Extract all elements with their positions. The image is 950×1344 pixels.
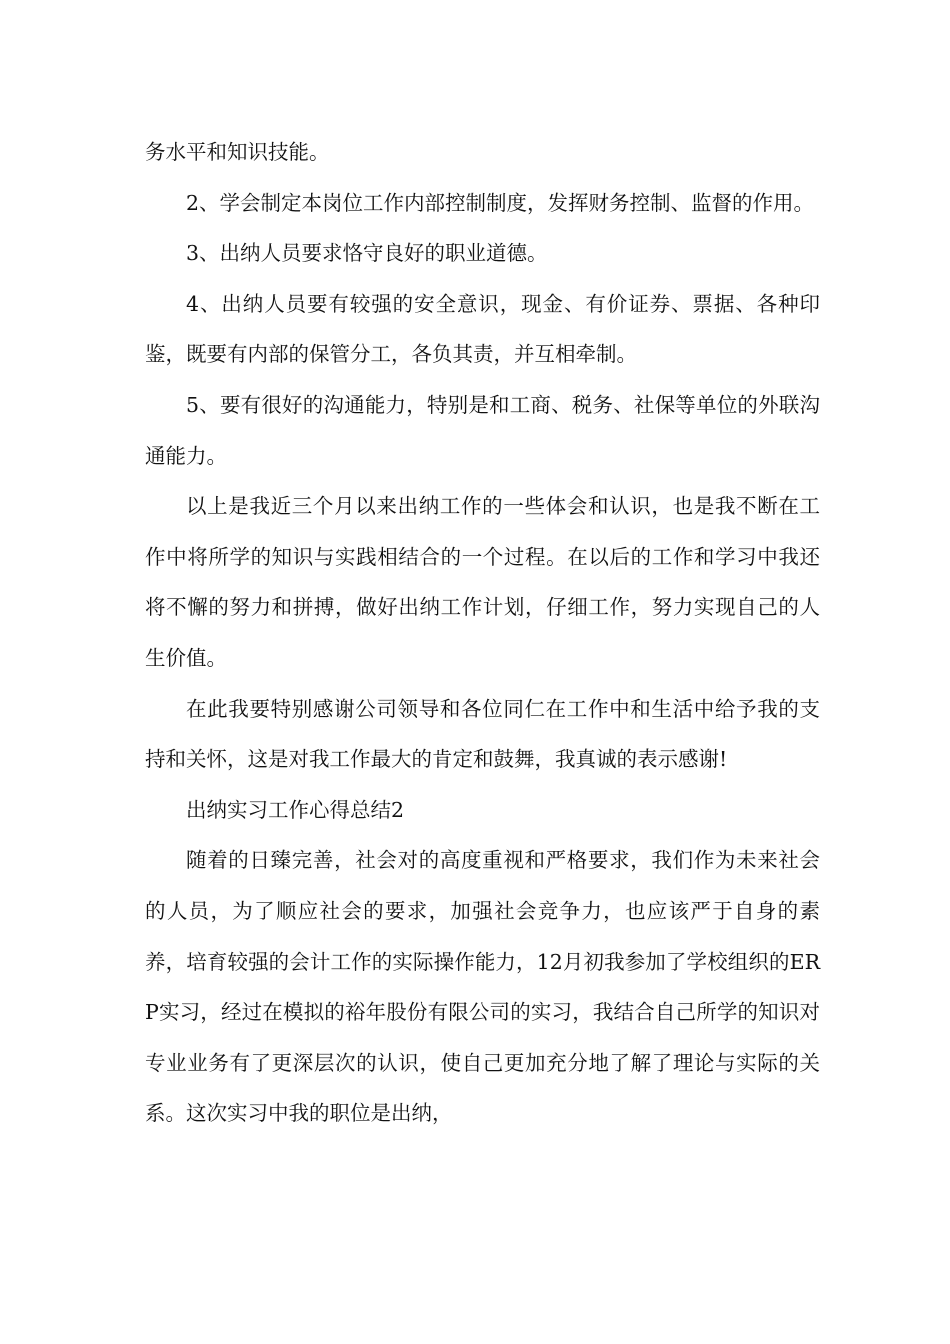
paragraph: 2、学会制定本岗位工作内部控制制度，发挥财务控制、监督的作用。 [186,190,815,215]
paragraph: 5、要有很好的沟通能力，特别是和工商、税务、社保等单位的外联沟通能力。 [145,392,820,468]
paragraph: 在此我要特别感谢公司领导和各位同仁在工作中和生活中给予我的支持和关怀，这是对我工作最大的肯定和鼓舞，我真诚的表示感谢! [145,696,820,772]
section-heading: 出纳实习工作心得总结2 [186,797,405,822]
document-body [145,127,820,1139]
paragraph: 4、出纳人员要有较强的安全意识，现金、有价证券、票据、各种印鉴，既要有内部的保管分工，各负其责，并互相牵制。 [145,291,820,367]
paragraph: 随着的日臻完善，社会对的高度重视和严格要求，我们作为未来社会的人员，为了顺应社会的要求，加强社会竞争力，也应该严于自身的素养，培育较强的会计工作的实际操作能力，12月初我参加了学校组织的ERP实习，经过在模拟的裕年股份有限公司的实习，我结合自己所学的知识对专业业务有了更深层次的认识，使自己更加充分地了解了理论与实际的关系。这次实习中我的职位是出纳， [145,848,820,1126]
paragraph: 务水平和知识技能。 [145,140,330,164]
paragraph: 以上是我近三个月以来出纳工作的一些体会和认识，也是我不断在工作中将所学的知识与实践相结合的一个过程。在以后的工作和学习中我还将不懈的努力和拼搏，做好出纳工作计划，仔细工作，努力实现自己的人生价值。 [145,494,820,670]
paragraph: 3、出纳人员要求恪守良好的职业道德。 [186,241,548,266]
